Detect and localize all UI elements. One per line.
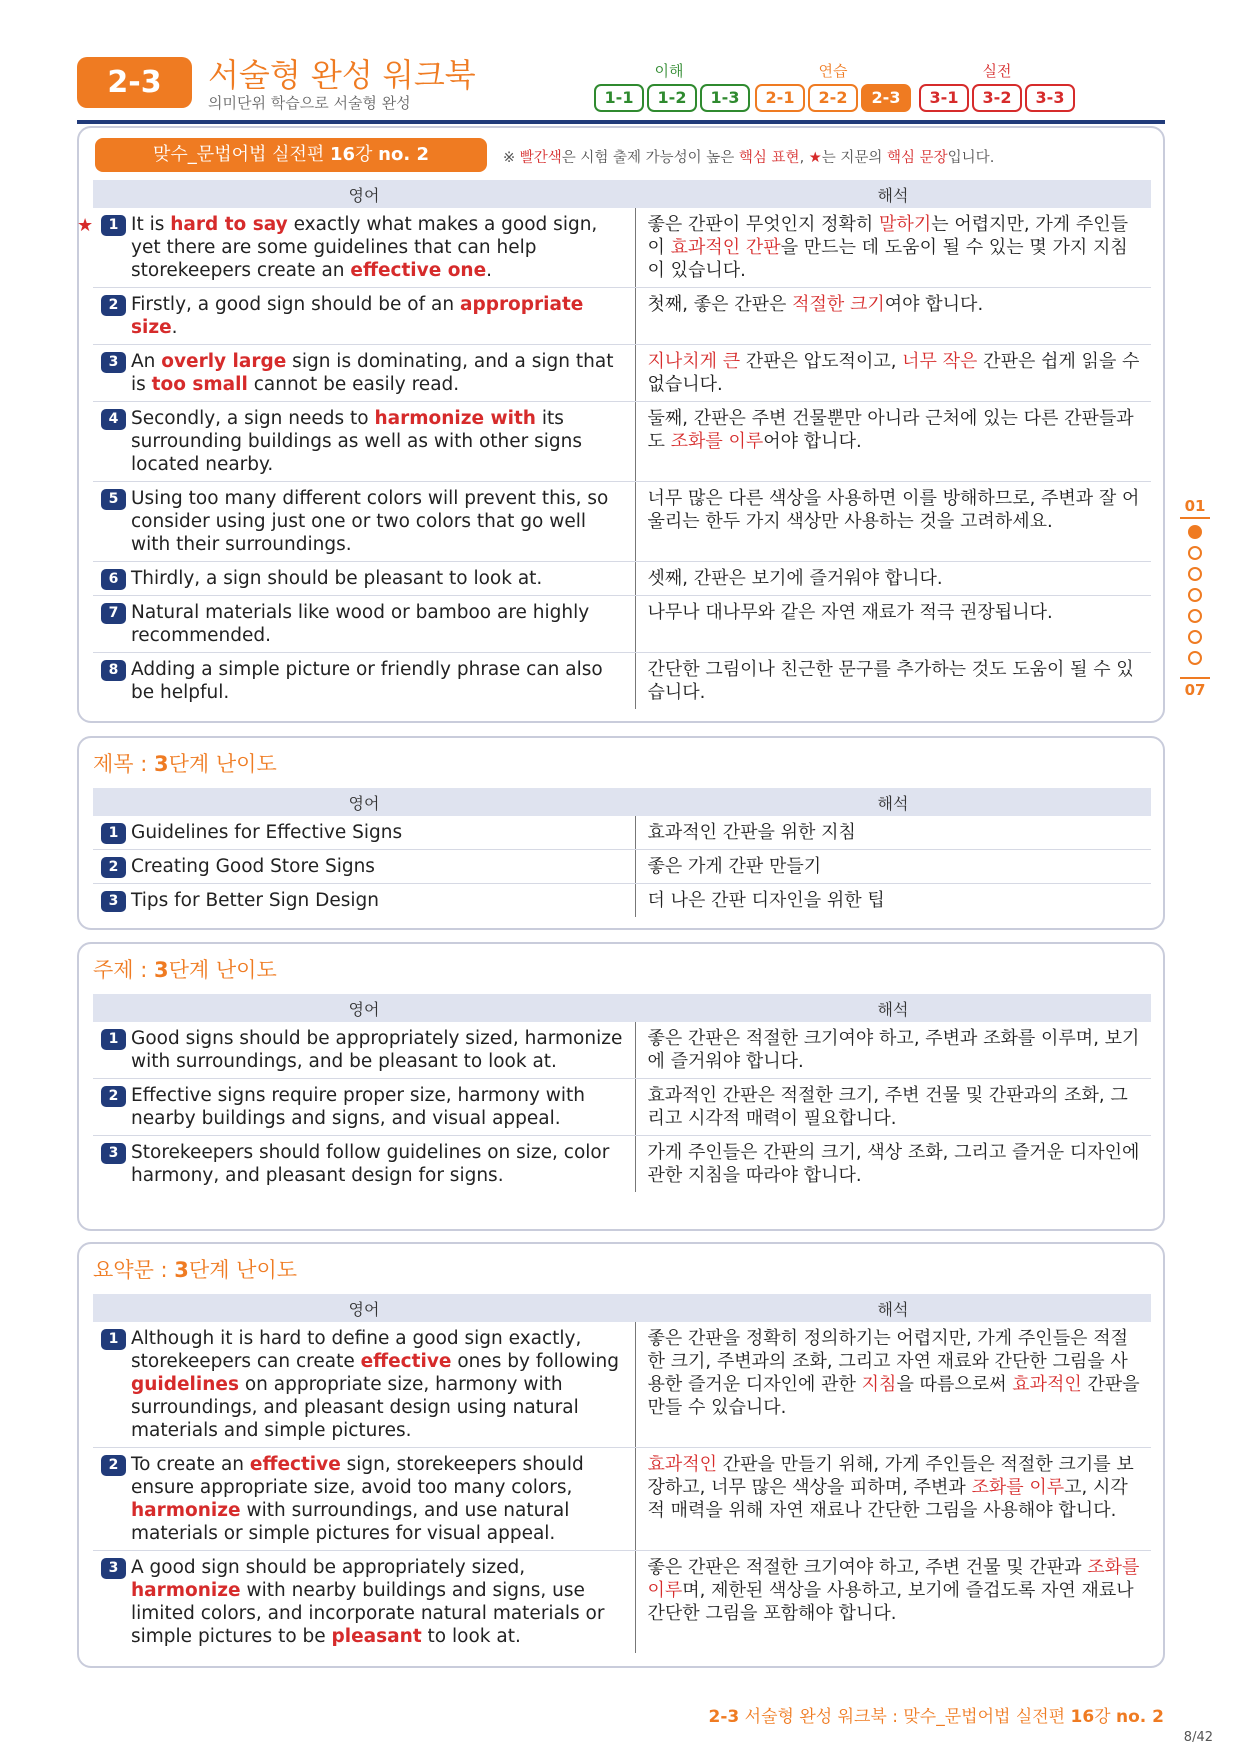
note-text: 은 시험 출제 가능성이 높은 [561,150,739,166]
table-row [93,884,1151,918]
korean-cell [635,345,1151,402]
highlight-text: harmonize [131,1580,241,1601]
table-row [93,1448,1151,1551]
footer-item-number: no. 2 [1116,1707,1164,1727]
sentence-number-badge: 2 [101,295,126,316]
text-segment: 을 만드는 데 도움이 될 수 있는 몇 가지 지침이 있습니다. [647,237,1128,281]
highlight-text: 적절한 크기 [792,294,885,315]
difficulty-number: 3 [154,958,169,982]
sentence-number-badge: 7 [101,603,126,624]
text-segment: 간판을 만들기 위해, 가게 주인들은 적절한 크기를 보장하고, 너무 많은 색상을 피하며, 주변과 [647,1454,1134,1498]
sentence-number-badge: 1 [101,823,126,844]
text-segment: . [486,260,493,281]
sentence-number-badge: 8 [101,660,126,681]
page-subtitle: 의미단위 학습으로 서술형 완성 [208,94,411,112]
text-segment: 가게 주인들은 간판의 크기, 색상 조화, 그리고 즐거운 디자인에 관한 지침을 따라야 합니다. [647,1142,1140,1186]
sentence-number-badge: 3 [101,891,126,912]
text-segment: 간단한 그림이나 친근한 문구를 추가하는 것도 도움이 될 수 있습니다. [647,659,1134,703]
column-header-english: 영어 [93,1294,635,1322]
text-segment: its surrounding buildings as well as with other signs located nearby. [131,408,583,475]
text-segment: sign is dominating, and a sign that is [131,351,614,395]
table-row [93,482,1151,562]
column-header-korean: 해석 [635,180,1151,208]
level-chip-3-3[interactable]: 3-3 [1025,84,1075,112]
text-segment: 나무나 대나무와 같은 자연 재료가 적극 권장됩니다. [647,602,1053,623]
passage-rows [77,208,1151,709]
korean-cell [635,1079,1151,1136]
text-segment: ones by following [451,1351,620,1372]
table-row [93,596,1151,653]
text-segment: 더 나은 간판 디자인을 위한 팁 [647,890,885,911]
star-icon: ★ [808,150,822,166]
text-segment: Thirdly, a sign should be pleasant to look at. [131,568,543,589]
text-segment: sign, storekeepers should ensure appropriate size, avoid too many colors, [131,1454,584,1498]
sentence-number-badge: 3 [101,1558,126,1579]
sentence-number-badge: 1 [101,1029,126,1050]
level-label: 연습 [818,62,848,80]
text-segment: 너무 많은 다른 색상을 사용하면 이를 방해하므로, 주변과 잘 어울리는 한두 가지 색상만 사용하는 것을 고려하세요. [647,488,1140,532]
sentence-number-badge: 1 [101,215,126,236]
highlight-text: harmonize [131,1500,241,1521]
text-segment: 좋은 간판을 정확히 정의하기는 어렵지만, 가게 주인들은 적절한 크기, 주변과의 조화, 그리고 자연 재료와 간단한 그림을 사용한 즐거운 디자인에 관한 [647,1328,1128,1395]
highlight-text: too small [151,374,248,395]
text-segment: Creating Good Store Signs [131,856,375,877]
difficulty-number: 3 [154,752,169,776]
english-cell [93,653,635,710]
title-rows [93,816,1151,917]
highlight-text: effective [249,1454,341,1475]
nav-dot-active[interactable] [1188,525,1202,539]
text-segment: to look at. [421,1626,521,1647]
highlight-text: appropriate size [131,294,584,338]
text-segment: with nearby buildings and signs, use limited colors, and incorporate natural materials or simple pictures to be [131,1580,605,1647]
korean-cell [635,596,1151,653]
text-segment: Good signs should be appropriately sized, harmonize with surroundings, and be pleasant to look at. [131,1028,623,1072]
text-segment: Adding a simple picture or friendly phrase can also be helpful. [131,659,603,703]
highlight-text: effective [360,1351,452,1372]
highlight-text: pleasant [331,1626,422,1647]
highlight-text: 지나치게 큰 [647,351,741,372]
nav-dot[interactable] [1188,630,1202,644]
highlight-text: effective one [350,260,487,281]
nav-dot[interactable] [1188,546,1202,560]
english-cell [93,482,635,562]
nav-dot[interactable] [1188,588,1202,602]
text-segment: 셋째, 간판은 보기에 즐거워야 합니다. [647,568,943,589]
table-row [93,1136,1151,1193]
topic-rows [93,1022,1151,1192]
passage-panel [77,126,1165,723]
note-text: 입니다. [947,150,995,166]
page-number: 8/42 [1183,1730,1213,1745]
passage-table [77,180,1151,709]
table-row [93,1551,1151,1654]
english-cell [93,1551,635,1654]
highlight-text: 지침 [861,1374,897,1395]
english-cell [93,1136,635,1193]
column-header-korean: 해석 [635,1294,1151,1322]
page-header [77,48,1165,126]
text-segment: . [171,317,178,338]
sentence-number-badge: 2 [101,1455,126,1476]
text-segment: with surroundings, and use natural materials or simple pictures for visual appeal. [131,1500,570,1544]
level-chip-2-2[interactable]: 2-2 [808,84,858,112]
level-label: 실전 [982,62,1012,80]
sentence-number-badge: 2 [101,1086,126,1107]
korean-cell [635,562,1151,596]
footer-text: 서술형 완성 워크북 : 맞수_문법어법 실전편 [739,1707,1071,1727]
note-red-word: 빨간색 [519,150,562,166]
page-title: 서술형 완성 워크북 [208,56,476,94]
table-row [93,850,1151,884]
text-segment: Tips for Better Sign Design [131,890,380,911]
table-row [93,653,1151,710]
level-chip-1-3[interactable]: 1-3 [700,84,750,112]
side-navigation [1180,497,1210,707]
table-row [93,402,1151,482]
column-header-korean: 해석 [635,788,1151,816]
text-segment: 을 따름으로써 [896,1374,1013,1395]
table-row [93,816,1151,850]
text-segment: cannot be easily read. [247,374,460,395]
highlight-text: hard to say [170,214,288,235]
header-divider [77,120,1165,124]
text-segment: 좋은 간판은 적절한 크기여야 하고, 주변 건물 및 간판과 [647,1557,1088,1578]
table-row [93,1079,1151,1136]
english-cell [93,288,635,345]
text-segment: Using too many different colors will prevent this, so consider using just one or two colors that go well with their surroundings. [131,488,609,555]
footer-lesson-number: 16 [1070,1707,1095,1727]
english-cell [93,1079,635,1136]
table-row [93,1322,1151,1448]
text-segment: 간판은 쉽게 읽을 수 없습니다. [647,351,1140,395]
table-row [93,288,1151,345]
level-chip-3-1[interactable]: 3-1 [919,84,969,112]
text-segment: 어야 합니다. [763,431,862,452]
text-segment: Storekeepers should follow guidelines on size, color harmony, and pleasant design for signs. [131,1142,610,1186]
english-cell [93,850,635,884]
sentence-number-badge: 1 [101,1329,126,1350]
english-cell [77,208,635,288]
note-text: 는 지문의 [821,150,888,166]
key-sentence-star-icon: ★ [77,215,94,236]
section-label: 주제 : [93,958,154,982]
korean-cell [635,1322,1151,1448]
topic-panel [77,942,1165,1231]
note-key-sentence: 핵심 문장 [887,150,948,166]
side-nav-start: 01 [1180,497,1210,519]
level-chip-1-2[interactable]: 1-2 [647,84,697,112]
text-segment: 좋은 간판은 적절한 크기여야 하고, 주변과 조화를 이루며, 보기에 즐거워야 합니다. [647,1028,1140,1072]
text-segment: 효과적인 간판을 위한 지침 [647,822,856,843]
column-header-korean: 해석 [635,994,1151,1022]
level-label: 이해 [654,62,684,80]
text-segment: 둘째, 간판은 주변 건물뿐만 아니라 근처에 있는 다른 간판들과도 [647,408,1134,452]
highlight-text: harmonize with [374,408,536,429]
table-row [93,562,1151,596]
highlight-text: guidelines [131,1374,239,1395]
summary-rows [93,1322,1151,1653]
text-segment: 간판은 압도적이고, [740,351,903,372]
sentence-number-badge: 4 [101,409,126,430]
column-header-english: 영어 [93,180,635,208]
korean-cell [635,482,1151,562]
english-cell [93,1322,635,1448]
source-lesson-unit: 강 [355,144,379,165]
text-segment: Natural materials like wood or bamboo are highly recommended. [131,602,590,646]
text-segment: 며, 제한된 색상을 사용하고, 보기에 즐겁도록 자연 재료나 간단한 그림을 포함해야 합니다. [647,1580,1134,1624]
title-table [93,788,1151,917]
column-header-english: 영어 [93,788,635,816]
text-segment: 여야 합니다. [884,294,984,315]
korean-cell [635,1136,1151,1193]
topic-table [93,994,1151,1192]
highlight-text: 효과적인 [1012,1374,1082,1395]
english-cell [93,345,635,402]
highlight-text: 효과적인 [647,1454,718,1475]
text-segment: A good sign should be appropriately sized, [131,1557,526,1578]
source-lesson-number: 16 [329,144,356,165]
page-footer [709,1702,1164,1727]
english-cell [93,884,635,918]
korean-cell [635,850,1151,884]
sentence-number-badge: 2 [101,857,126,878]
text-segment: 간판을 만들 수 있습니다. [647,1374,1140,1418]
level-chip-2-3-active[interactable]: 2-3 [861,84,911,112]
text-segment: 첫째, 좋은 간판은 [647,294,793,315]
text-segment: Firstly, a good sign should be of an [131,294,460,315]
highlight-text: 효과적인 간판 [670,237,781,258]
section-label: 요약문 : [93,1258,175,1282]
section-title-summary [93,1254,297,1284]
nav-dot[interactable] [1188,567,1202,581]
text-segment: To create an [131,1454,250,1475]
highlight-text: 조화를 이루 [971,1477,1065,1498]
korean-cell [635,208,1151,288]
korean-cell [635,1551,1151,1654]
english-cell [93,402,635,482]
english-cell [93,562,635,596]
section-label: 제목 : [93,752,154,776]
table-row [93,208,1151,288]
english-cell [93,816,635,850]
source-name: 맞수_문법어법 실전편 [153,144,330,165]
text-segment: It is [131,214,171,235]
column-header-english: 영어 [93,994,635,1022]
text-segment: on appropriate size, harmony with surroundings, and pleasant design using natural materials and simple pictures. [131,1374,579,1441]
table-row [93,345,1151,402]
difficulty-number: 3 [174,1258,189,1282]
level-chip-3-2[interactable]: 3-2 [972,84,1022,112]
korean-cell [635,884,1151,918]
highlight-text: 조화를 이루 [670,431,764,452]
note-mark: ※ [503,150,520,166]
text-segment: Although it is hard to define a good sign exactly, storekeepers can create [131,1328,582,1372]
title-panel [77,736,1165,930]
summary-table [93,1294,1151,1653]
korean-cell [635,653,1151,710]
korean-cell [635,402,1151,482]
source-item-number: no. 2 [378,144,429,165]
text-segment: Effective signs require proper size, harmony with nearby buildings and signs, and visual appeal. [131,1085,585,1129]
side-nav-end: 07 [1180,677,1210,699]
section-title-title [93,748,277,778]
sentence-number-badge: 3 [101,1143,126,1164]
text-segment: 고, 시각적 매력을 위해 자연 재료나 간단한 그림을 사용해야 합니다. [647,1477,1128,1521]
difficulty-label: 단계 난이도 [168,752,277,776]
korean-cell [635,816,1151,850]
highlight-text: 말하기 [879,214,932,235]
nav-dot[interactable] [1188,651,1202,665]
footer-unit: 2-3 [708,1707,740,1727]
legend-note [503,146,994,167]
korean-cell [635,288,1151,345]
english-cell [93,1022,635,1079]
text-segment: Guidelines for Effective Signs [131,822,403,843]
sentence-number-badge: 3 [101,352,126,373]
table-row [93,1022,1151,1079]
note-key-expression: 핵심 표현 [738,150,800,166]
footer-lesson-unit: 강 [1094,1707,1116,1727]
nav-dot[interactable] [1188,609,1202,623]
highlight-text: overly large [161,351,287,372]
source-pill [95,138,487,172]
sentence-number-badge: 6 [101,569,126,590]
difficulty-label: 단계 난이도 [188,1258,298,1282]
text-segment: 효과적인 간판은 적절한 크기, 주변 건물 및 간판과의 조화, 그리고 시각적 매력이 필요합니다. [647,1085,1128,1129]
text-segment: 좋은 가게 간판 만들기 [647,856,822,877]
level-chip-1-1[interactable]: 1-1 [594,84,644,112]
english-cell [93,1448,635,1551]
korean-cell [635,1448,1151,1551]
level-chip-2-1[interactable]: 2-1 [755,84,805,112]
text-segment: 좋은 간판이 무엇인지 정확히 [647,214,880,235]
english-cell [93,596,635,653]
unit-badge: 2-3 [77,57,192,108]
sentence-number-badge: 5 [101,489,126,510]
highlight-text: 너무 작은 [902,351,978,372]
highlight-text: 조화를 이루 [647,1557,1140,1601]
note-text: , [799,150,809,166]
summary-panel [77,1242,1165,1668]
korean-cell [635,1022,1151,1079]
text-segment: 는 어렵지만, 가게 주인들이 [647,214,1128,258]
text-segment: Secondly, a sign needs to [131,408,375,429]
text-segment: An [131,351,162,372]
section-title-topic [93,954,277,984]
difficulty-label: 단계 난이도 [168,958,277,982]
text-segment: exactly what makes a good sign, yet there are some guidelines that can help storekeepers create an [131,214,598,281]
